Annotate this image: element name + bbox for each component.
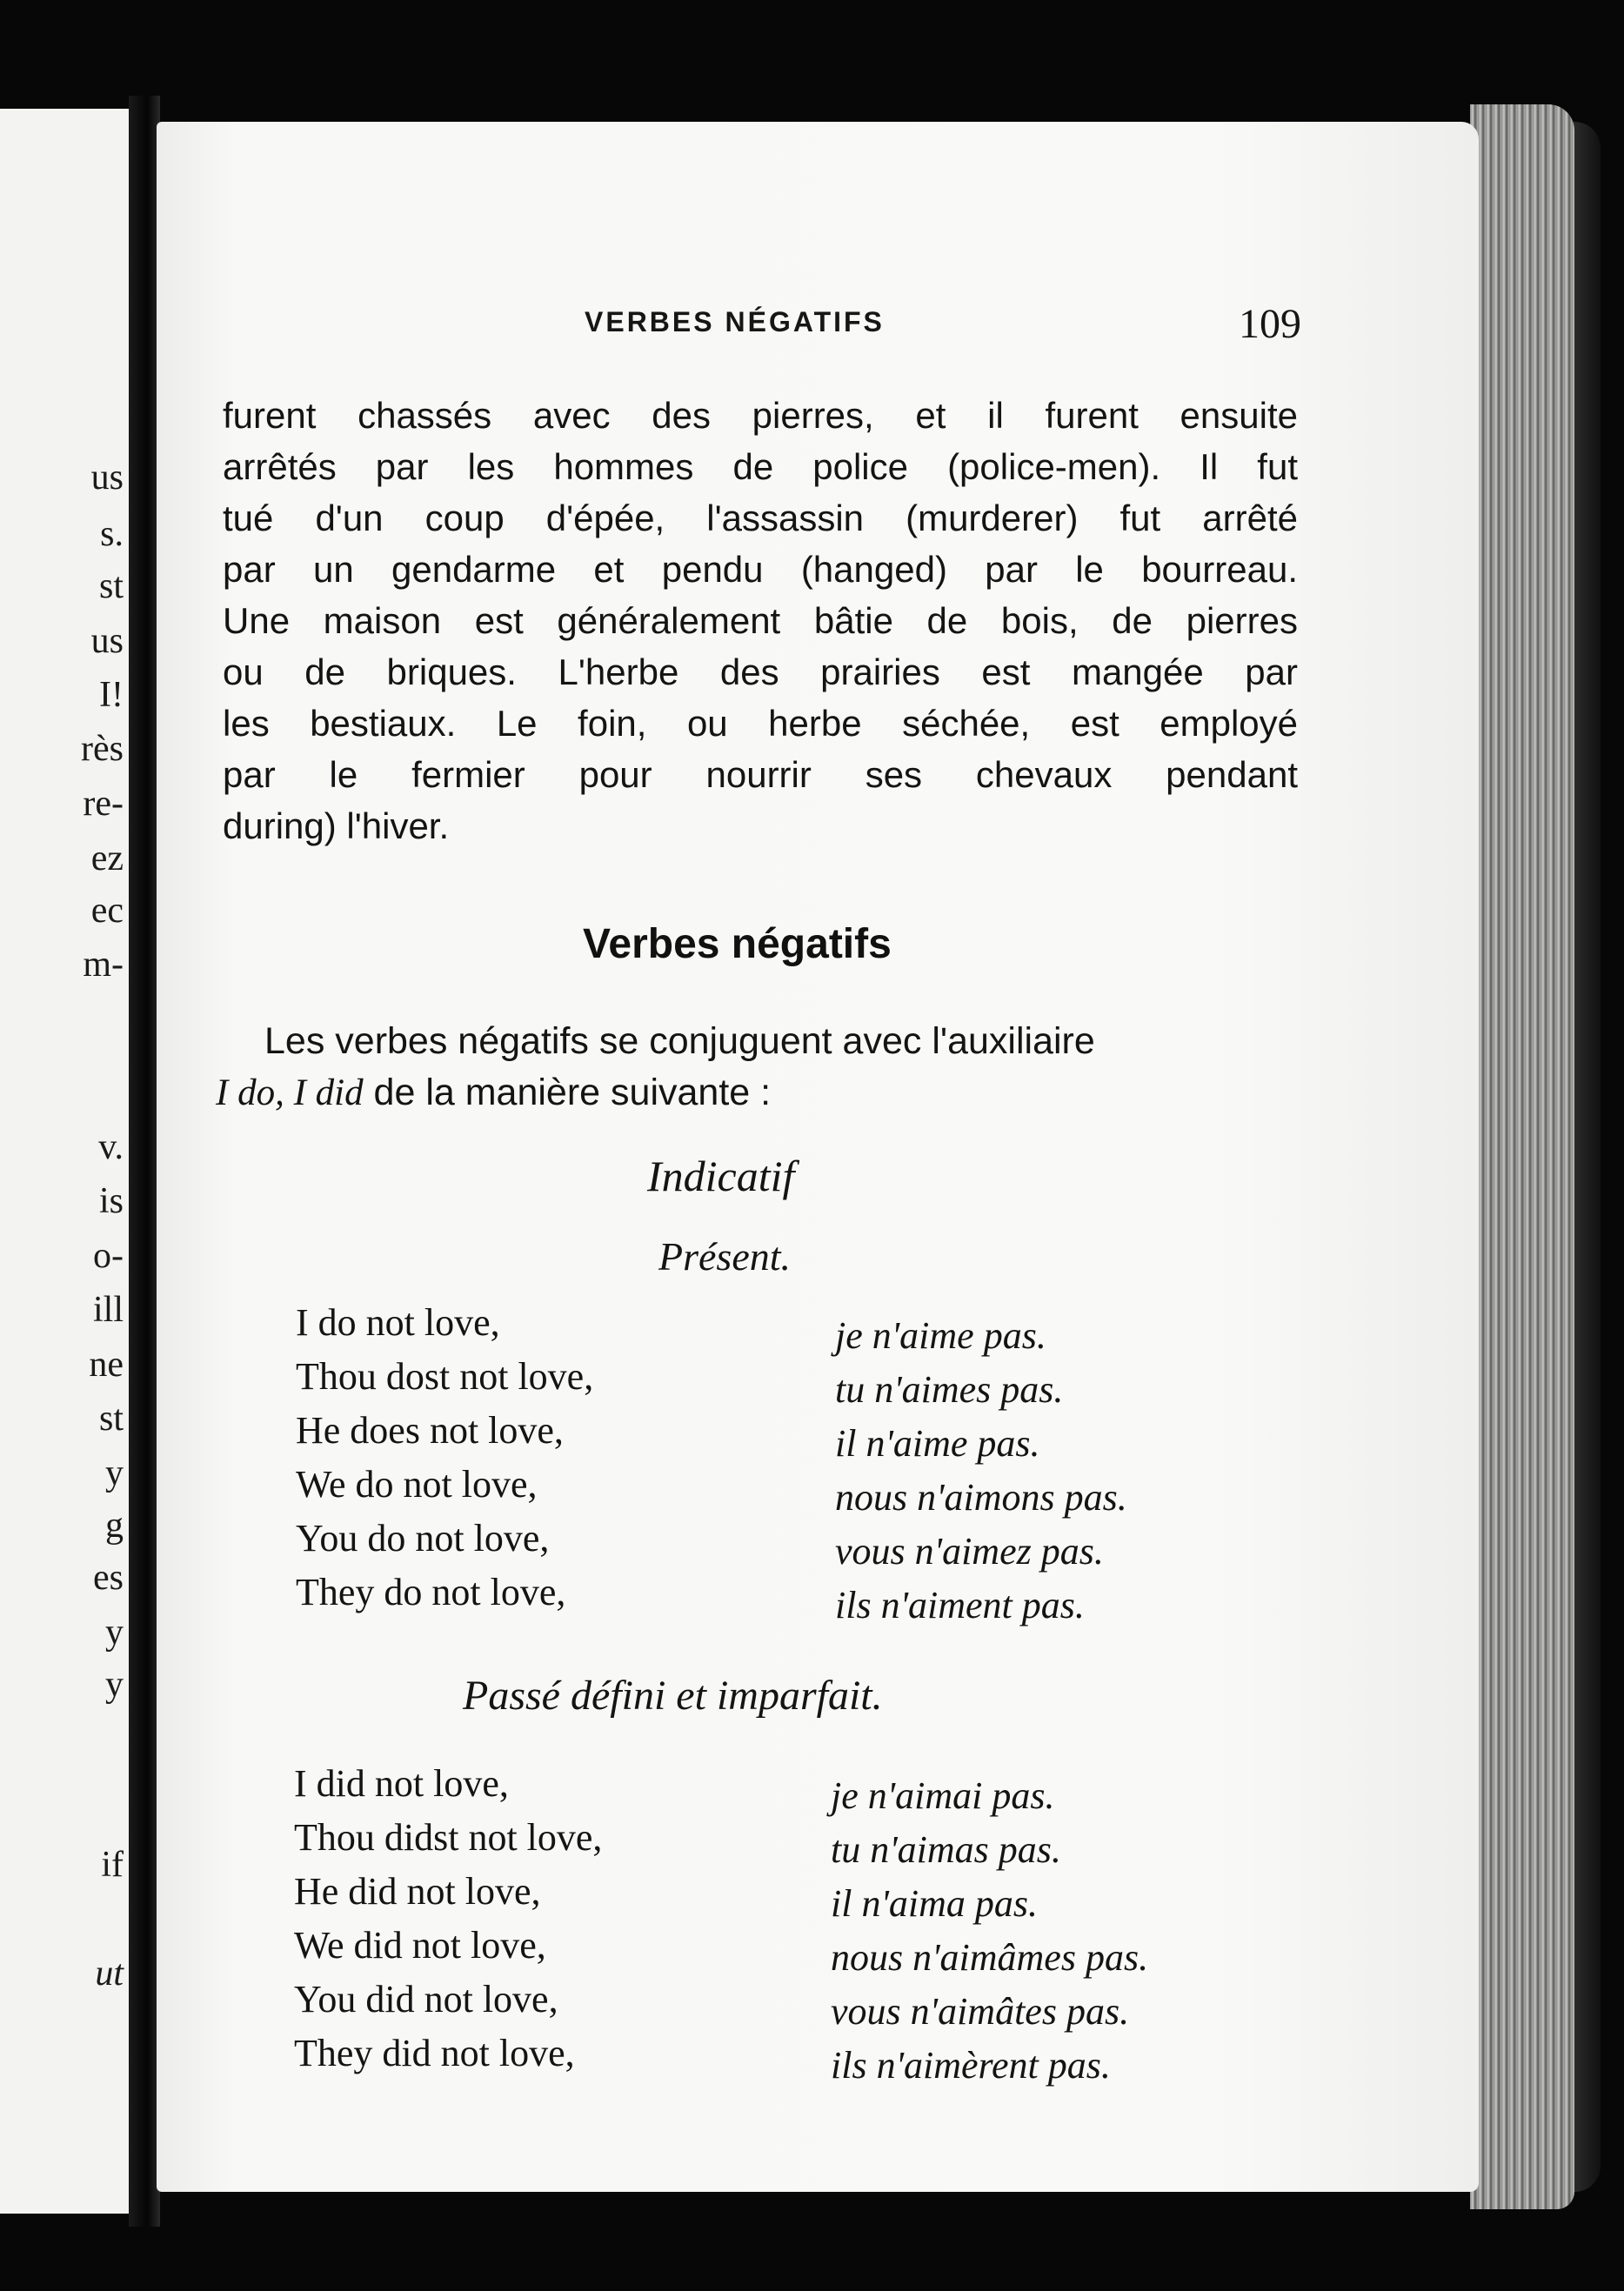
left-page-fragment: st [98, 1399, 124, 1439]
conjugation-french: nous n'aimâmes pas. [831, 1936, 1149, 1979]
left-page-fragment: if [101, 1845, 124, 1885]
conjugation-french: je n'aimai pas. [831, 1774, 1055, 1817]
conjugation-french: nous n'aimons pas. [835, 1476, 1127, 1519]
left-page-fragment: s. [100, 514, 124, 554]
intro-line-rest: de la manière suivante : [363, 1072, 772, 1113]
conjugation-french: je n'aime pas. [835, 1314, 1046, 1357]
left-page-fragment: o- [93, 1236, 124, 1276]
conjugation-french: il n'aime pas. [835, 1422, 1040, 1465]
running-title: VERBES NÉGATIFS [585, 306, 885, 337]
past-english-column [294, 1757, 602, 2081]
left-page-fragment: g [105, 1506, 124, 1546]
conjugation-english: He does not love, [296, 1409, 564, 1452]
body-paragraph [223, 390, 1298, 852]
mood-heading: Indicatif [647, 1152, 795, 1200]
page-edges [1470, 104, 1574, 2209]
paragraph-line: par un gendarme et pendu (hanged) par le bourreau. [223, 549, 1298, 590]
left-page-fragment: ec [90, 891, 124, 931]
present-french-column [835, 1309, 1127, 1633]
paragraph-line: Une maison est généralement bâtie de bois, de pierres [223, 600, 1298, 641]
conjugation-french: tu n'aimes pas. [835, 1368, 1064, 1411]
auxiliary-example: I do, I did [216, 1072, 364, 1113]
conjugation-english: You did not love, [294, 1978, 558, 2020]
conjugation-english: We do not love, [296, 1463, 538, 1506]
page-number: 109 [1239, 301, 1301, 347]
left-page-fragment: y [105, 1613, 124, 1653]
conjugation-french: ils n'aiment pas. [835, 1584, 1085, 1626]
book-gutter [129, 96, 160, 2227]
paragraph-line: during) l'hiver. [223, 805, 450, 846]
conjugation-french: il n'aima pas. [831, 1882, 1038, 1925]
left-page-fragment: m- [83, 945, 124, 985]
conjugation-french: ils n'aimèrent pas. [831, 2044, 1111, 2087]
left-page-fragment: rès [81, 729, 124, 769]
left-page-fragment: us [90, 458, 124, 498]
left-page-fragment: y [105, 1453, 124, 1493]
left-page-fragment: us [90, 621, 124, 661]
conjugation-french: vous n'aimez pas. [835, 1530, 1104, 1573]
conjugation-french: tu n'aimas pas. [831, 1828, 1061, 1871]
left-page-fragment: es [93, 1558, 124, 1598]
conjugation-english: You do not love, [296, 1517, 550, 1560]
conjugation-english: Thou dost not love, [296, 1355, 594, 1398]
left-page-fragment: I! [99, 675, 124, 715]
conjugation-english: They do not love, [296, 1571, 566, 1613]
left-page-fragment: ill [92, 1290, 124, 1330]
conjugation-english: We did not love, [294, 1924, 546, 1967]
paragraph-line: par le fermier pour nourrir ses chevaux pendant [223, 754, 1298, 795]
conjugation-english: I do not love, [296, 1301, 500, 1344]
section-title: Verbes négatifs [583, 921, 892, 967]
conjugation-english: I did not love, [294, 1762, 509, 1805]
left-page-fragment: ne [89, 1345, 124, 1385]
past-french-column [831, 1769, 1148, 2093]
conjugation-english: They did not love, [294, 2032, 575, 2074]
left-page-fragment: v. [98, 1127, 124, 1167]
left-page-fragment: st [98, 566, 124, 606]
left-page-fragment: ez [90, 838, 124, 878]
paragraph-line: tué d'un coup d'épée, l'assassin (murderer) fut arrêté [223, 498, 1298, 538]
left-page-fragment: ut [95, 1954, 124, 1994]
tense-heading-past: Passé défini et imparfait. [463, 1673, 883, 1719]
paragraph-line: ou de briques. L'herbe des prairies est mangée par [223, 651, 1298, 692]
tense-heading-present: Présent. [658, 1234, 792, 1279]
section-intro [216, 1016, 1294, 1119]
left-page-fragment: y [105, 1665, 124, 1705]
left-page-fragment: is [98, 1181, 124, 1221]
left-facing-page [0, 109, 129, 2214]
paragraph-line: les bestiaux. Le foin, ou herbe séchée, est employé [223, 703, 1298, 744]
paragraph-line: furent chassés avec des pierres, et il furent ensuite [223, 395, 1298, 436]
present-english-column [296, 1296, 593, 1620]
conjugation-english: Thou didst not love, [294, 1816, 603, 1859]
left-page-fragment: re- [83, 784, 124, 824]
intro-line [216, 1067, 1294, 1119]
intro-line: Les verbes négatifs se conjuguent avec l'auxiliaire [264, 1020, 1095, 1062]
paragraph-line: arrêtés par les hommes de police (police-men). Il fut [223, 446, 1298, 487]
conjugation-english: He did not love, [294, 1870, 541, 1913]
conjugation-french: vous n'aimâtes pas. [831, 1990, 1130, 2033]
